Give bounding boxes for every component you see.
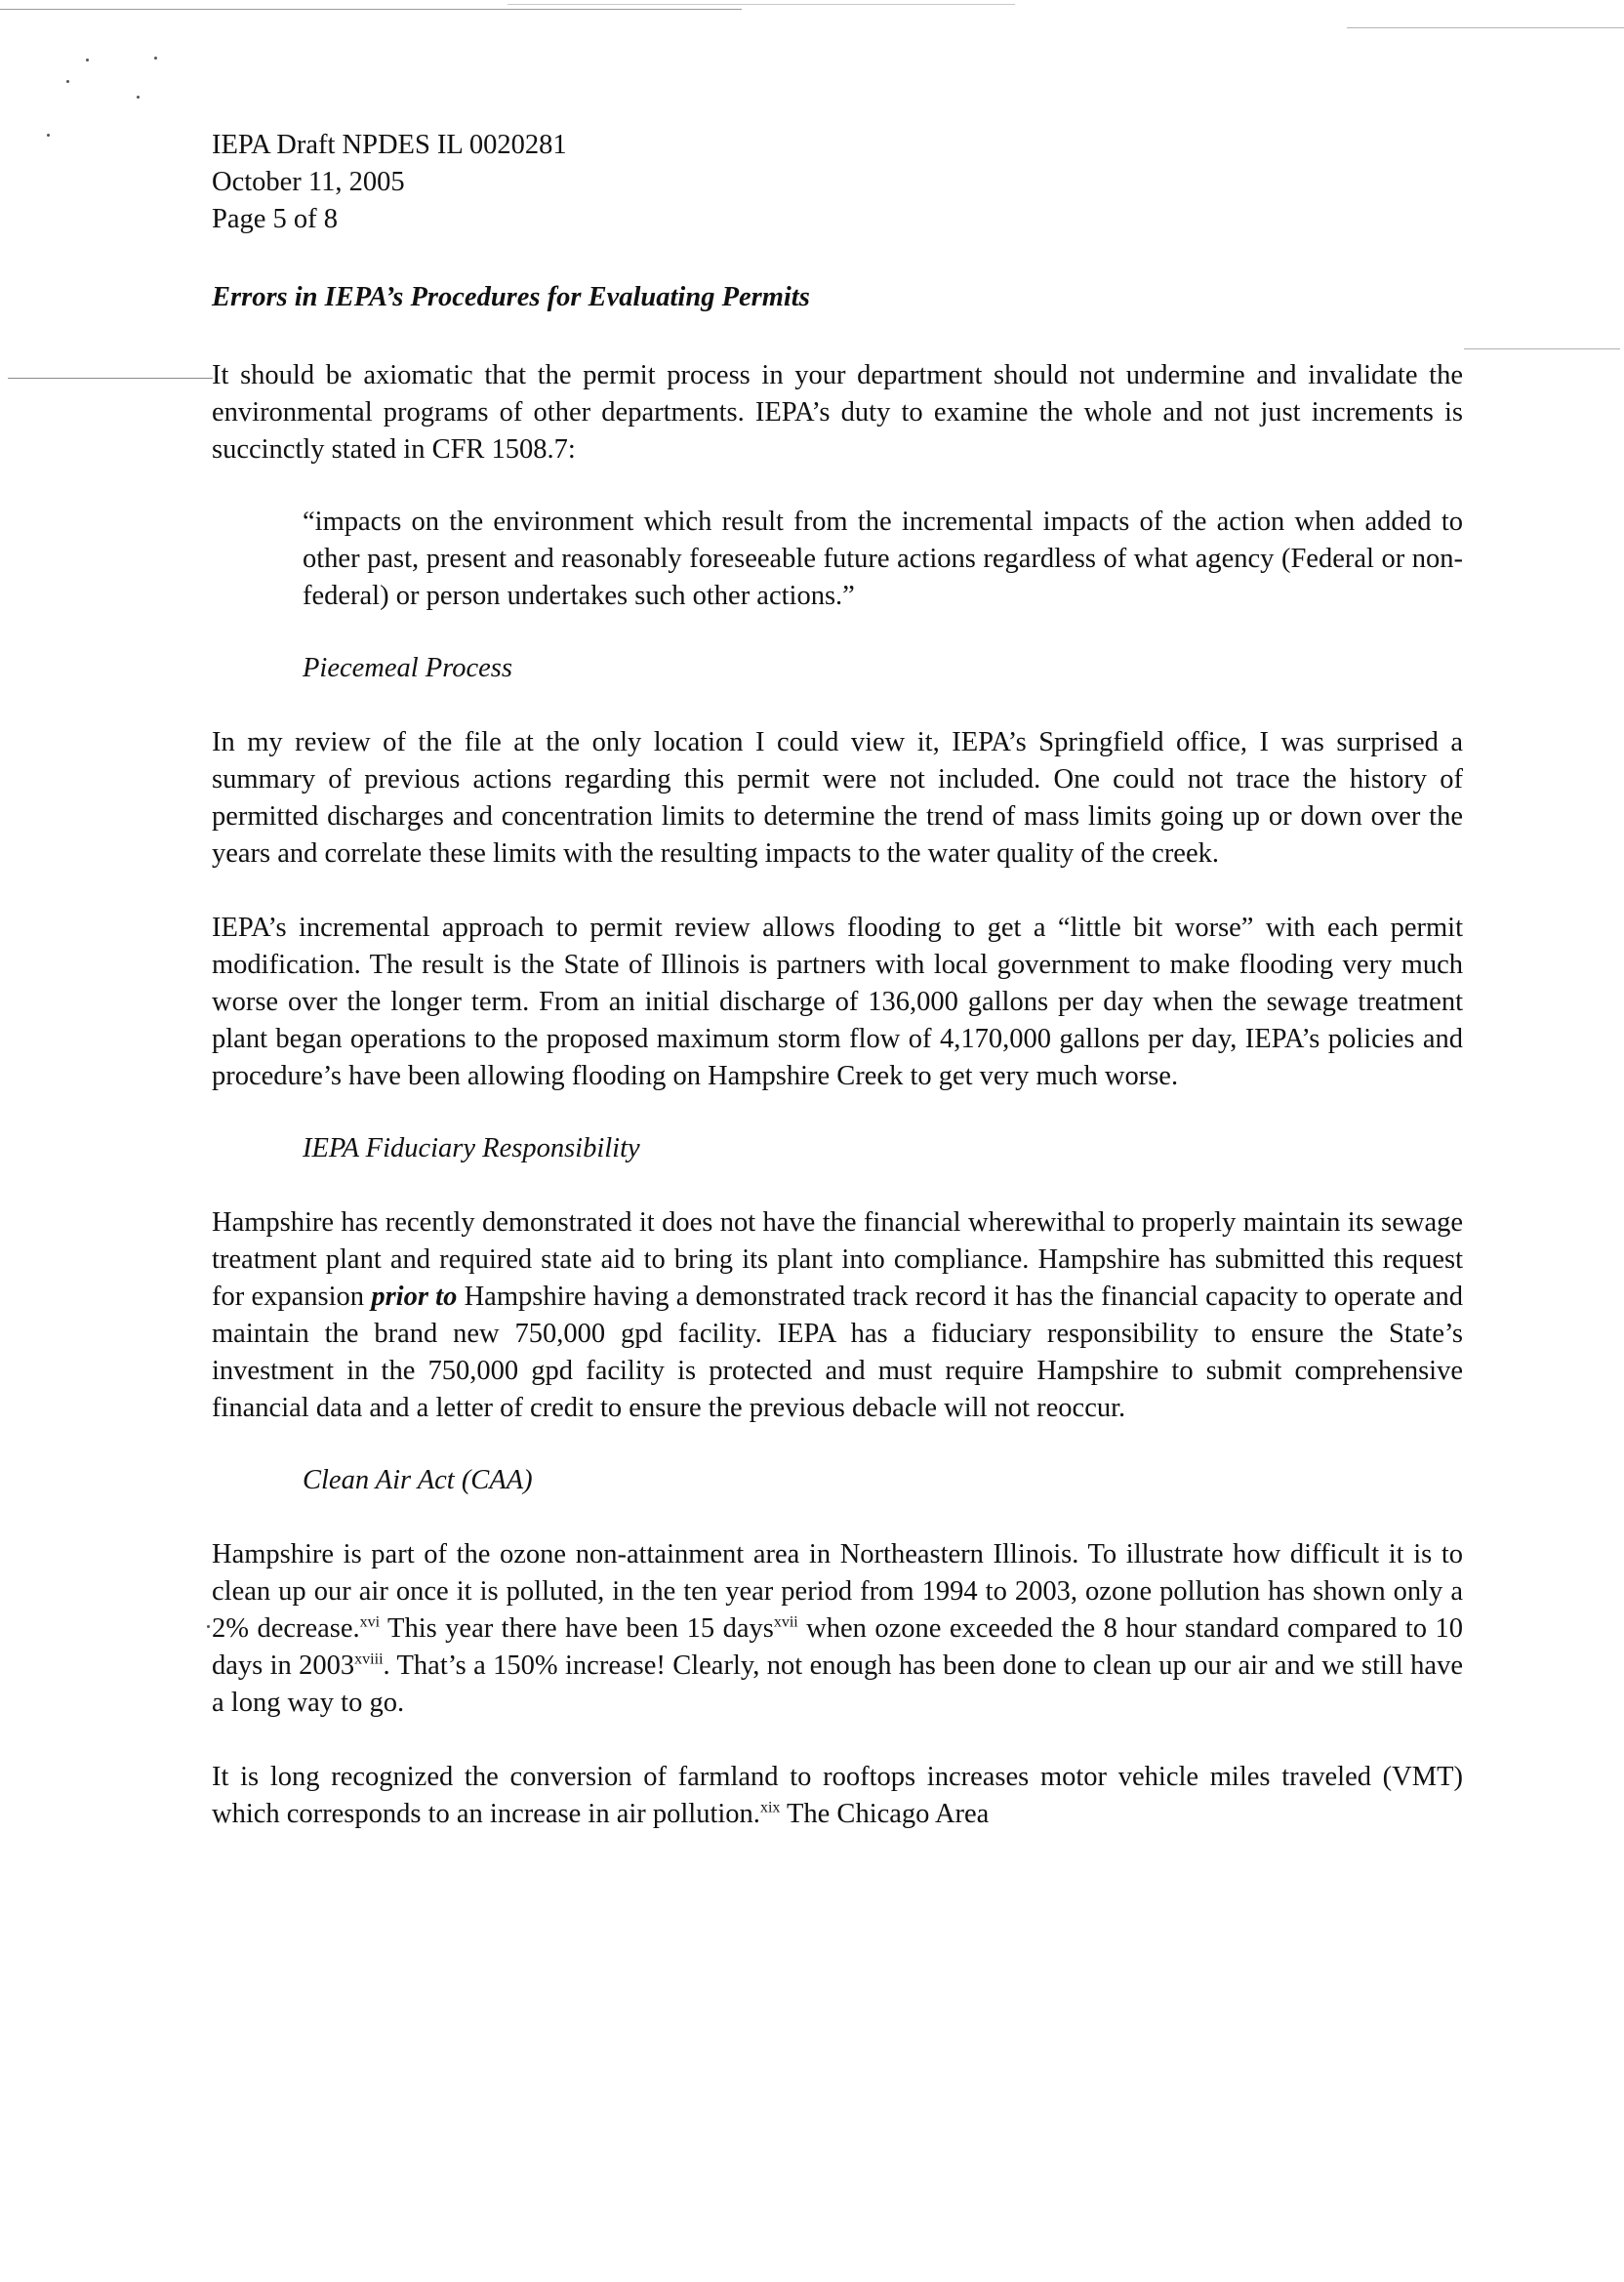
intro-paragraph: It should be axiomatic that the permit process in your department should not undermine and invalidate the environmental programs of other departments. IEPA’s duty to examine the whole and not just increments is succinctly stated in CFR 1508.7: [212, 360, 1463, 465]
caa-text-e: It is long recognized the conversion of farmland to rooftops increases motor vehicle miles traveled (VMT) which corresponds to an increase in air pollution. [212, 1762, 1463, 1829]
scan-speck [207, 1625, 210, 1628]
caa-text-f: The Chicago Area [780, 1799, 990, 1829]
scan-speck [137, 96, 140, 99]
fiduciary-text-b: Hampshire having a demonstrated track record it has the financial capacity to operate and maintain the brand new 750,000 gpd facility. IEPA has a fiduciary responsibility to ensure the State’s investment in the 750,000 gpd facility is protected and must require Hampshire to submit comprehensive financial data and a letter of credit to ensure the previous debacle will not reoccur. [212, 1282, 1463, 1423]
letter-body [212, 127, 1463, 1833]
page-number: Page 5 of 8 [212, 204, 339, 234]
scan-artifact-line [1464, 348, 1620, 349]
caa-text-c: when ozone exceeded the 8 hour standard compared to 10 days in 2003 [212, 1613, 1463, 1681]
scan-speck [154, 57, 157, 60]
section-title: Errors in IEPA’s Procedures for Evaluating Permits [212, 282, 810, 312]
cfr-quote: “impacts on the environment which result from the incremental impacts of the action when added to other past, present and reasonably foreseeable future actions regardless of what agency (Federal or non-federal) or person undertakes such other actions.” [303, 507, 1463, 611]
scan-speck [47, 134, 50, 137]
scan-artifact-line [508, 4, 1015, 5]
footnote-ref: xviii [354, 1650, 384, 1668]
scan-artifact-line [1347, 27, 1624, 28]
fiduciary-text-a: Hampshire has recently demonstrated it does not have the financial wherewithal to properly maintain its sewage treatment plant and required state aid to bring its plant into compliance. Hampshire has submitted this request for expansion [212, 1207, 1463, 1312]
fiduciary-heading: IEPA Fiduciary Responsibility [303, 1133, 640, 1163]
caa-paragraph-2 [212, 1759, 1463, 1833]
scan-speck [66, 80, 69, 83]
caa-heading: Clean Air Act (CAA) [303, 1465, 533, 1495]
piecemeal-paragraph-1: In my review of the file at the only location I could view it, IEPA’s Springfield office, I was surprised a summary of previous actions regarding this permit were not included. One could not trace the history of permitted discharges and concentration limits to determine the trend of mass limits going up or down over the years and correlate these limits with the resulting impacts to the water quality of the creek. [212, 727, 1463, 869]
scan-speck [86, 59, 89, 61]
doc-date: October 11, 2005 [212, 167, 405, 197]
scan-artifact-line [0, 9, 742, 10]
piecemeal-paragraph-2: IEPA’s incremental approach to permit review allows flooding to get a “little bit worse” with each permit modification. The result is the State of Illinois is partners with local government to make flooding very much worse over the longer term. From an initial discharge of 136,000 gallons per day when the sewage treatment plant began operations to the proposed maximum storm flow of 4,170,000 gallons per day, IEPA’s policies and procedure’s have been allowing flooding on Hampshire Creek to get very much worse. [212, 913, 1463, 1091]
prior-to-emphasis: prior to [371, 1282, 458, 1312]
footnote-ref: xix [759, 1799, 781, 1816]
caa-text-d: . That’s a 150% increase! Clearly, not enough has been done to clean up our air and we still have a long way to go. [212, 1650, 1463, 1718]
doc-reference: IEPA Draft NPDES IL 0020281 [212, 130, 567, 160]
caa-text-a: Hampshire is part of the ozone non-attainment area in Northeastern Illinois. To illustrate how difficult it is to clean up our air once it is polluted, in the ten year period from 1994 to 2003, ozone pollution has shown only a 2% decrease. [212, 1539, 1463, 1644]
piecemeal-heading: Piecemeal Process [303, 653, 512, 683]
footnote-ref: xvii [773, 1613, 798, 1631]
footnote-ref: xvi [359, 1613, 381, 1631]
fiduciary-paragraph [212, 1204, 1463, 1427]
scan-artifact-line [8, 378, 213, 379]
caa-text-b: This year there have been 15 days [380, 1613, 774, 1644]
caa-paragraph-1 [212, 1536, 1463, 1722]
